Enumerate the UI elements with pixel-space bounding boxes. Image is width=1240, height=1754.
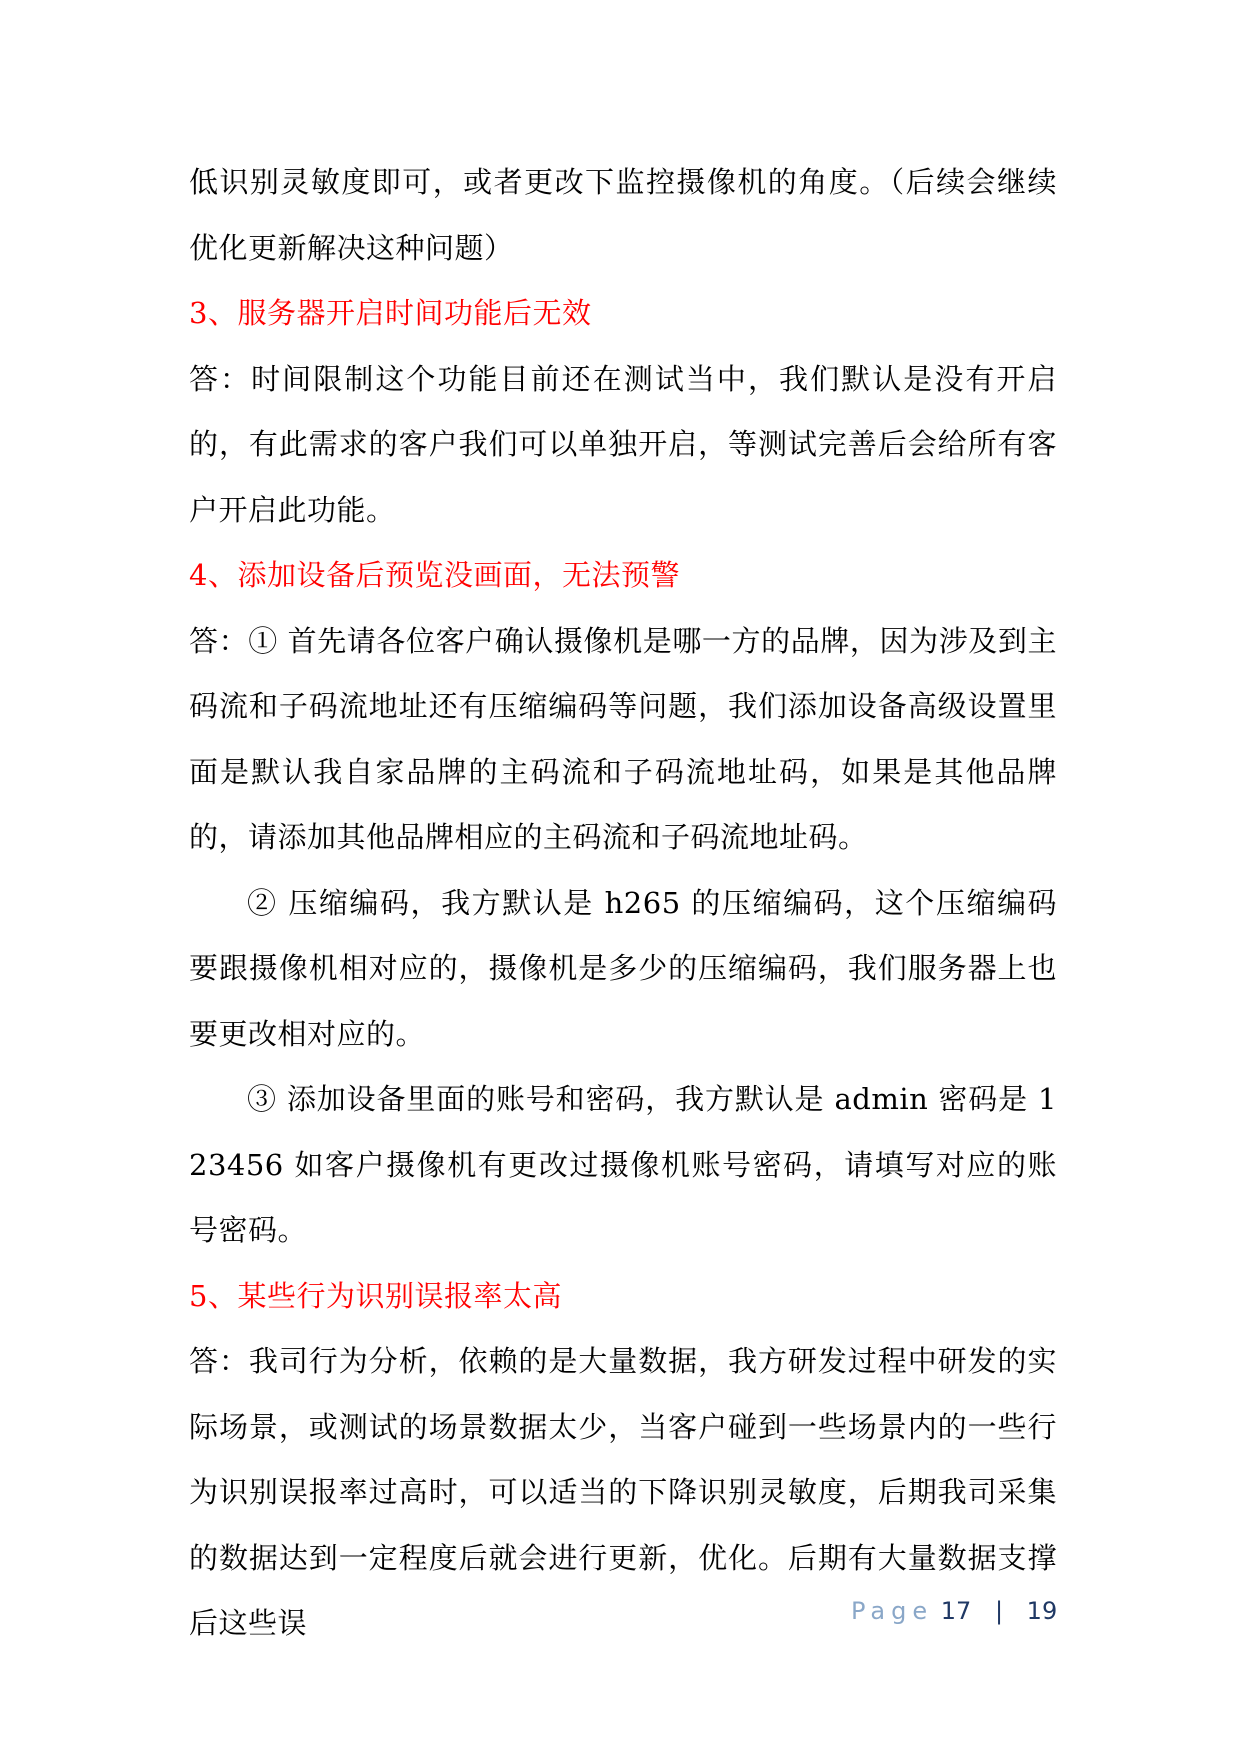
page-footer [851, 1596, 1057, 1626]
answer-paragraph-4-item-3: ③ 添加设备里面的账号和密码，我方默认是 admin 密码是 123456 如客户摄像机有更改过摄像机账号密码，请填写对应的账号密码。 [189, 1082, 1057, 1247]
paragraph-continuation: 低识别灵敏度即可，或者更改下监控摄像机的角度。（后续会继续优化更新解决这种问题） [189, 165, 1057, 265]
page-number-total: 19 [1026, 1597, 1058, 1625]
page-number-current: 17 [940, 1597, 972, 1625]
answer-paragraph-5: 答：我司行为分析，依赖的是大量数据，我方研发过程中研发的实际场景，或测试的场景数据太少，当客户碰到一些场景内的一些行为识别误报率过高时，可以适当的下降识别灵敏度，后期我司采集的数据达到一定程度后就会进行更新，优化。后期有大量数据支撑后这些误 [189, 1344, 1057, 1640]
section-heading-4: 4、添加设备后预览没画面，无法预警 [189, 558, 680, 592]
section-heading-5: 5、某些行为识别误报率太高 [189, 1278, 562, 1313]
page-separator: | [994, 1597, 1004, 1625]
section-heading-3: 3、服务器开启时间功能后无效 [189, 296, 592, 330]
page-label: Page [851, 1597, 934, 1625]
answer-paragraph-3: 答：时间限制这个功能目前还在测试当中，我们默认是没有开启的，有此需求的客户我们可以单独开启，等测试完善后会给所有客户开启此功能。 [189, 361, 1057, 527]
answer-paragraph-4-item-1: 答：① 首先请各位客户确认摄像机是哪一方的品牌，因为涉及到主码流和子码流地址还有压缩编码等问题，我们添加设备高级设置里面是默认我自家品牌的主码流和子码流地址码，如果是其他品牌的，请添加其他品牌相应的主码流和子码流地址码。 [189, 623, 1057, 854]
page-content [189, 150, 1057, 1657]
answer-paragraph-4-item-2: ② 压缩编码，我方默认是 h265 的压缩编码，这个压缩编码要跟摄像机相对应的，摄像机是多少的压缩编码，我们服务器上也要更改相对应的。 [189, 885, 1057, 1051]
